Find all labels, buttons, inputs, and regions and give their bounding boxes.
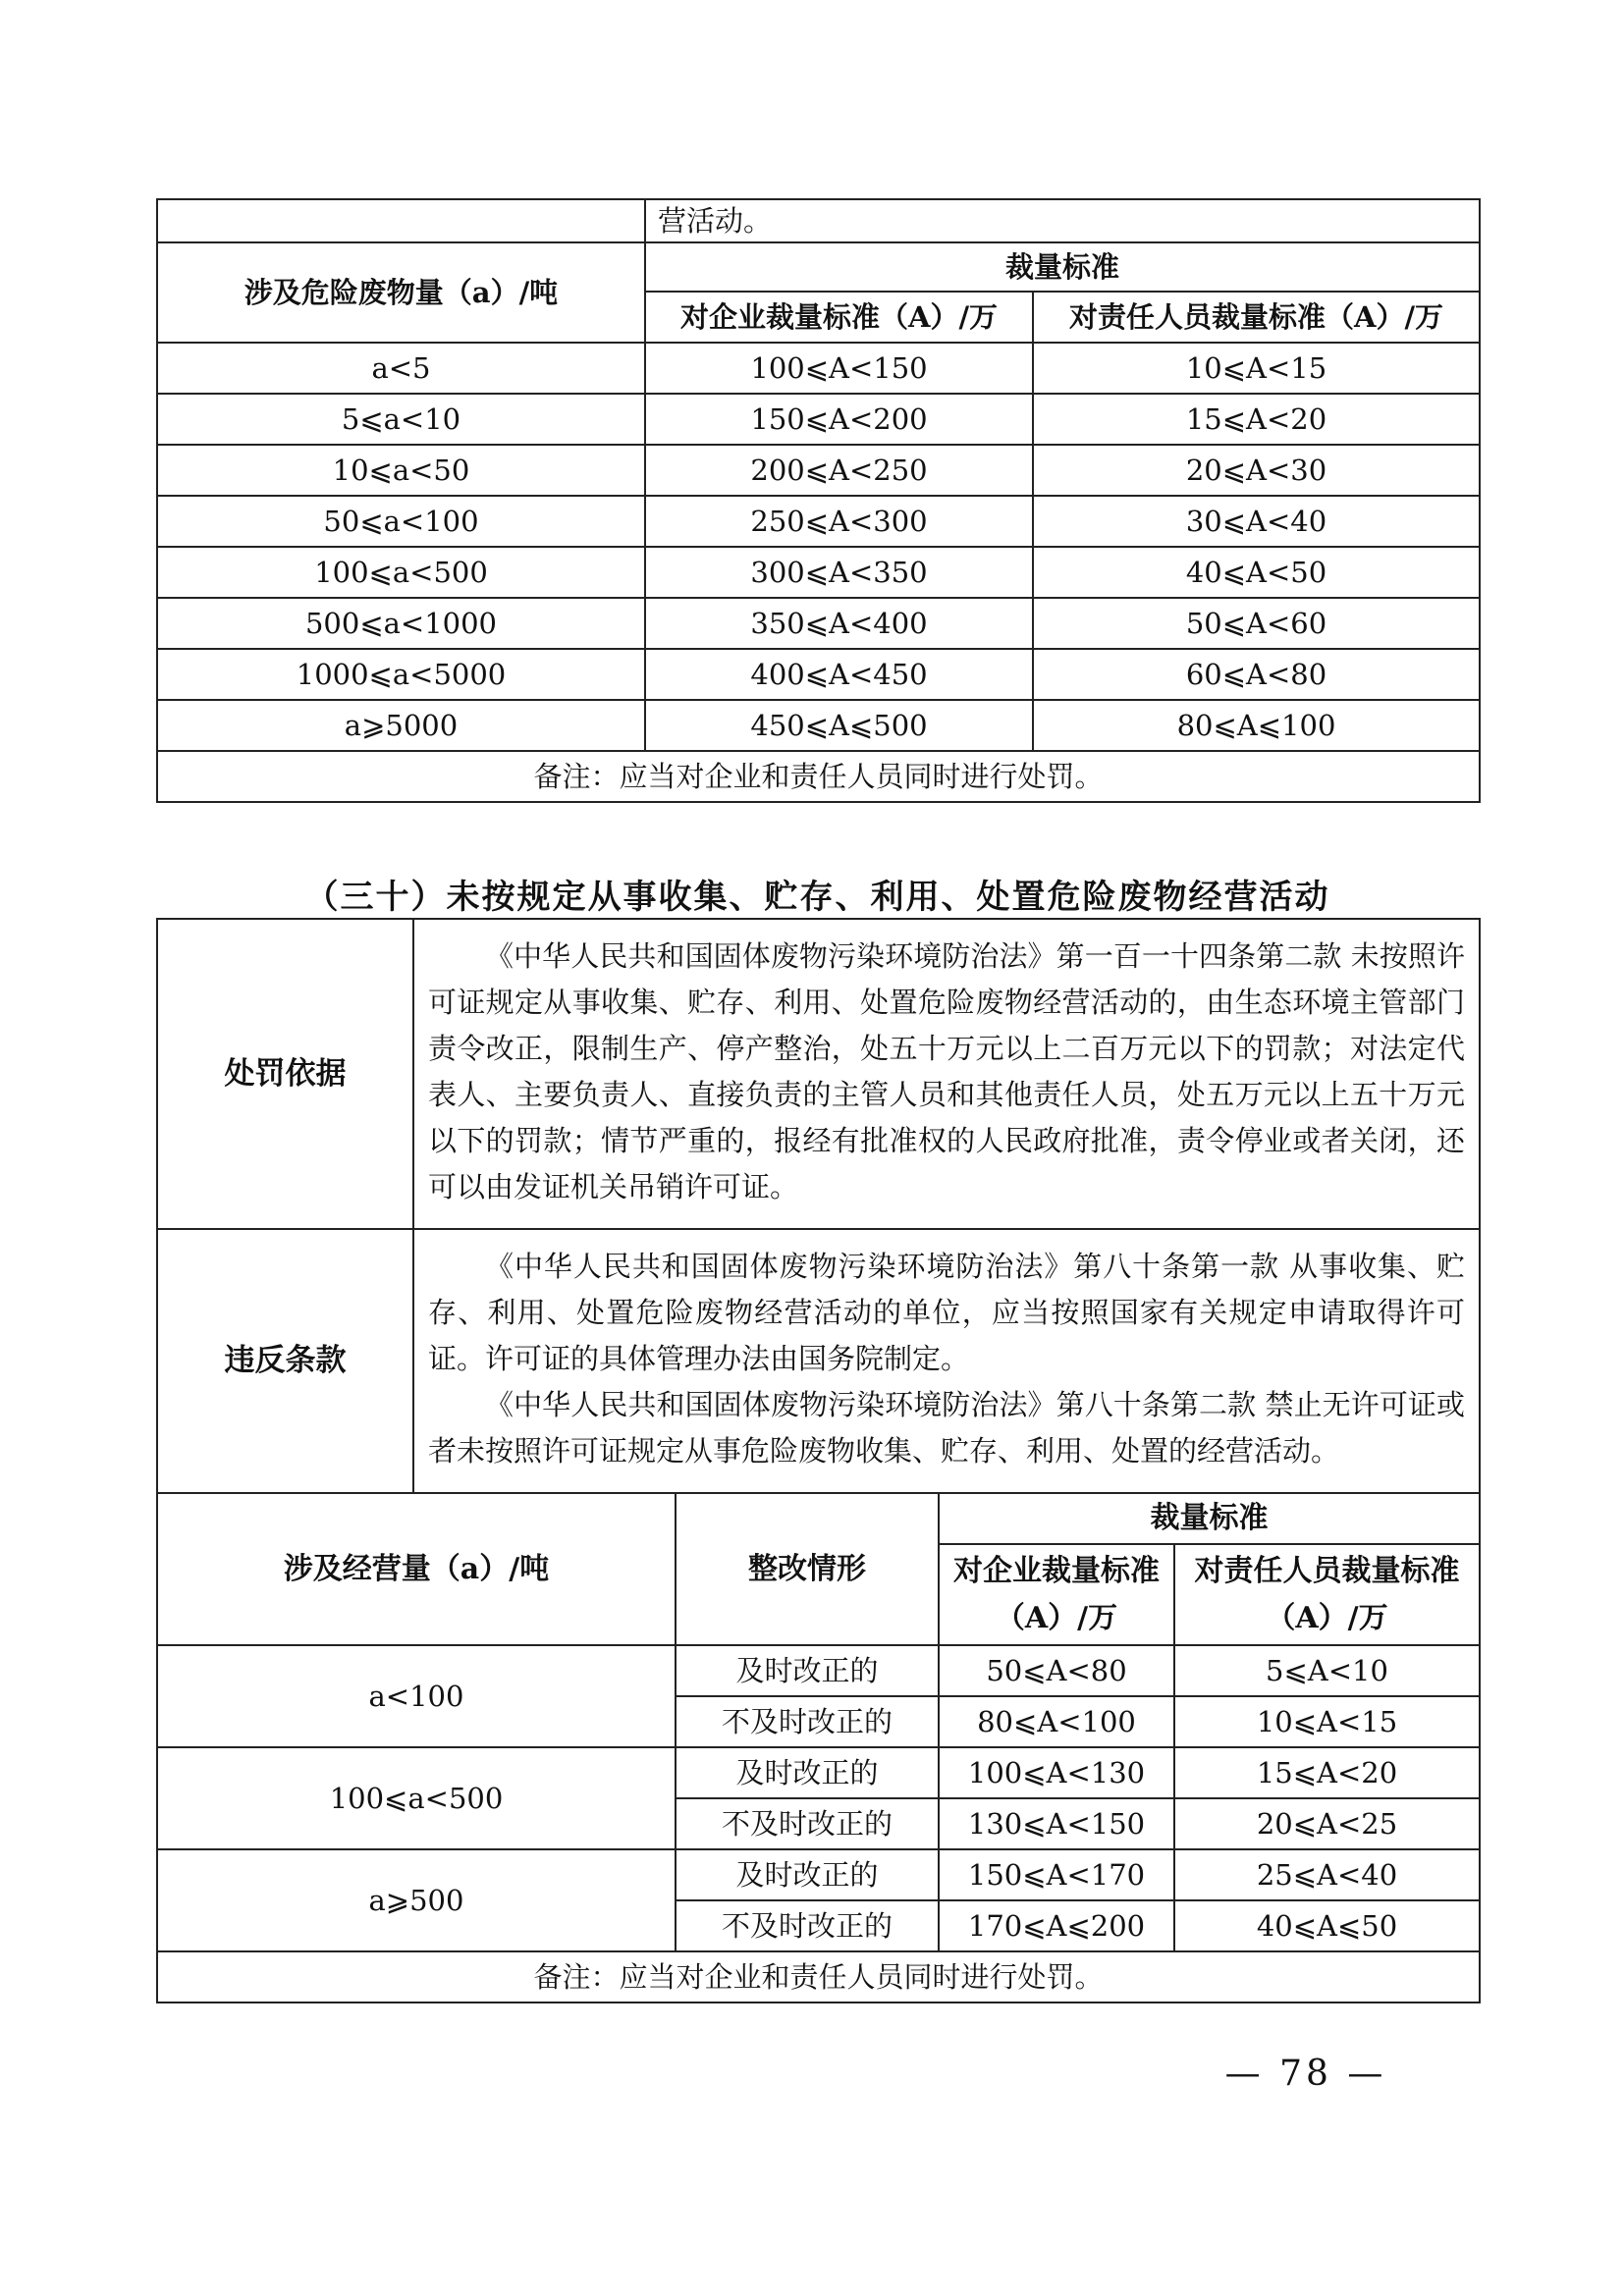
table-row	[157, 1747, 1480, 1798]
person-cell: 20⩽A<30	[1033, 445, 1480, 496]
enterprise-cell: 300⩽A<350	[645, 547, 1033, 598]
quantity-cell: 500⩽a<1000	[157, 598, 645, 649]
person-cell: 15⩽A<20	[1174, 1747, 1480, 1798]
enterprise-cell: 450⩽A⩽500	[645, 700, 1033, 751]
quantity-cell: 1000⩽a<5000	[157, 649, 645, 700]
enterprise-cell: 50⩽A<80	[939, 1645, 1174, 1696]
section-title: （三十）未按规定从事收集、贮存、利用、处置危险废物经营活动	[304, 878, 1330, 917]
person-cell: 40⩽A⩽50	[1174, 1900, 1480, 1951]
person-cell: 50⩽A<60	[1033, 598, 1480, 649]
violation-text-cell	[413, 1229, 1480, 1493]
violation-label: 违反条款	[157, 1229, 413, 1493]
enterprise-cell: 100⩽A<130	[939, 1747, 1174, 1798]
enterprise-cell: 130⩽A<150	[939, 1798, 1174, 1849]
person-cell: 25⩽A<40	[1174, 1849, 1480, 1900]
table-row	[157, 547, 1480, 598]
table-header-row	[157, 242, 1480, 292]
person-cell: 60⩽A<80	[1033, 649, 1480, 700]
person-standard-header: 对责任人员裁量标准（A）/万	[1174, 1544, 1480, 1645]
note-row	[157, 751, 1480, 802]
situation-cell: 不及时改正的	[676, 1798, 939, 1849]
quantity-header: 涉及危险废物量（a）/吨	[157, 242, 645, 343]
person-cell: 15⩽A<20	[1033, 394, 1480, 445]
quantity-cell: 100⩽a<500	[157, 547, 645, 598]
legal-basis-table	[156, 918, 1481, 1494]
person-cell: 5⩽A<10	[1174, 1645, 1480, 1696]
situation-cell: 不及时改正的	[676, 1696, 939, 1747]
enterprise-cell: 100⩽A<150	[645, 343, 1033, 394]
enterprise-cell: 200⩽A<250	[645, 445, 1033, 496]
table-row	[157, 496, 1480, 547]
enterprise-standard-header: 对企业裁量标准（A）/万	[939, 1544, 1174, 1645]
situation-cell: 不及时改正的	[676, 1900, 939, 1951]
standard-group-header: 裁量标准	[939, 1493, 1480, 1544]
table-row	[157, 598, 1480, 649]
operating-quantity-cell: a⩾500	[157, 1849, 676, 1951]
violation-paragraph-2: 《中华人民共和国固体废物污染环境防治法》第八十条第二款 禁止无许可证或者未按照许可证规定从事危险废物收集、贮存、利用、处置的经营活动。	[428, 1388, 1465, 1468]
continuation-row	[157, 199, 1480, 242]
quantity-cell: 10⩽a<50	[157, 445, 645, 496]
situation-cell: 及时改正的	[676, 1645, 939, 1696]
operating-quantity-cell: a<100	[157, 1645, 676, 1747]
situation-cell: 及时改正的	[676, 1747, 939, 1798]
table-row	[157, 445, 1480, 496]
enterprise-cell: 400⩽A<450	[645, 649, 1033, 700]
enterprise-cell: 150⩽A<170	[939, 1849, 1174, 1900]
standard-group-header: 裁量标准	[645, 242, 1480, 292]
person-standard-header: 对责任人员裁量标准（A）/万	[1033, 292, 1480, 343]
table-row	[157, 649, 1480, 700]
table-header-row	[157, 1493, 1480, 1544]
continuation-text: 营活动。	[645, 199, 1480, 242]
operating-quantity-cell: 100⩽a<500	[157, 1747, 676, 1849]
page-number: — 78 —	[1224, 2054, 1387, 2094]
person-cell: 10⩽A<15	[1174, 1696, 1480, 1747]
basis-row	[157, 919, 1480, 1229]
enterprise-cell: 250⩽A<300	[645, 496, 1033, 547]
enterprise-cell: 150⩽A<200	[645, 394, 1033, 445]
note-row	[157, 1951, 1480, 2002]
note-cell: 备注：应当对企业和责任人员同时进行处罚。	[157, 751, 1480, 802]
quantity-cell: a<5	[157, 343, 645, 394]
enterprise-standard-header: 对企业裁量标准（A）/万	[645, 292, 1033, 343]
person-cell: 30⩽A<40	[1033, 496, 1480, 547]
basis-text-cell	[413, 919, 1480, 1229]
hazardous-waste-quantity-table	[156, 198, 1481, 803]
operating-quantity-header: 涉及经营量（a）/吨	[157, 1493, 676, 1645]
table-row	[157, 700, 1480, 751]
table-row	[157, 1645, 1480, 1696]
person-cell: 80⩽A⩽100	[1033, 700, 1480, 751]
rectification-header: 整改情形	[676, 1493, 939, 1645]
table-row	[157, 343, 1480, 394]
enterprise-cell: 80⩽A<100	[939, 1696, 1174, 1747]
basis-paragraph: 《中华人民共和国固体废物污染环境防治法》第一百一十四条第二款 未按照许可证规定从事收集、贮存、利用、处置危险废物经营活动的，由生态环境主管部门责令改正，限制生产、停产整治，处五十万元以上二百万元以下的罚款；对法定代表人、主要负责人、直接负责的主管人员和其他责任人员，处五万元以上五十万元以下的罚款；情节严重的，报经有批准权的人民政府批准，责令停业或者关闭，还可以由发证机关吊销许可证。	[428, 939, 1465, 1203]
violation-row	[157, 1229, 1480, 1493]
situation-cell: 及时改正的	[676, 1849, 939, 1900]
enterprise-cell: 350⩽A<400	[645, 598, 1033, 649]
person-cell: 40⩽A<50	[1033, 547, 1480, 598]
quantity-cell: 5⩽a<10	[157, 394, 645, 445]
quantity-cell: 50⩽a<100	[157, 496, 645, 547]
operating-quantity-table	[156, 1492, 1481, 2003]
person-cell: 20⩽A<25	[1174, 1798, 1480, 1849]
note-cell: 备注：应当对企业和责任人员同时进行处罚。	[157, 1951, 1480, 2002]
table-row	[157, 1849, 1480, 1900]
violation-paragraph-1: 《中华人民共和国固体废物污染环境防治法》第八十条第一款 从事收集、贮存、利用、处置危险废物经营活动的单位，应当按照国家有关规定申请取得许可证。许可证的具体管理办法由国务院制定。	[428, 1250, 1465, 1375]
quantity-cell: a⩾5000	[157, 700, 645, 751]
enterprise-cell: 170⩽A⩽200	[939, 1900, 1174, 1951]
basis-label: 处罚依据	[157, 919, 413, 1229]
table-row	[157, 394, 1480, 445]
person-cell: 10⩽A<15	[1033, 343, 1480, 394]
